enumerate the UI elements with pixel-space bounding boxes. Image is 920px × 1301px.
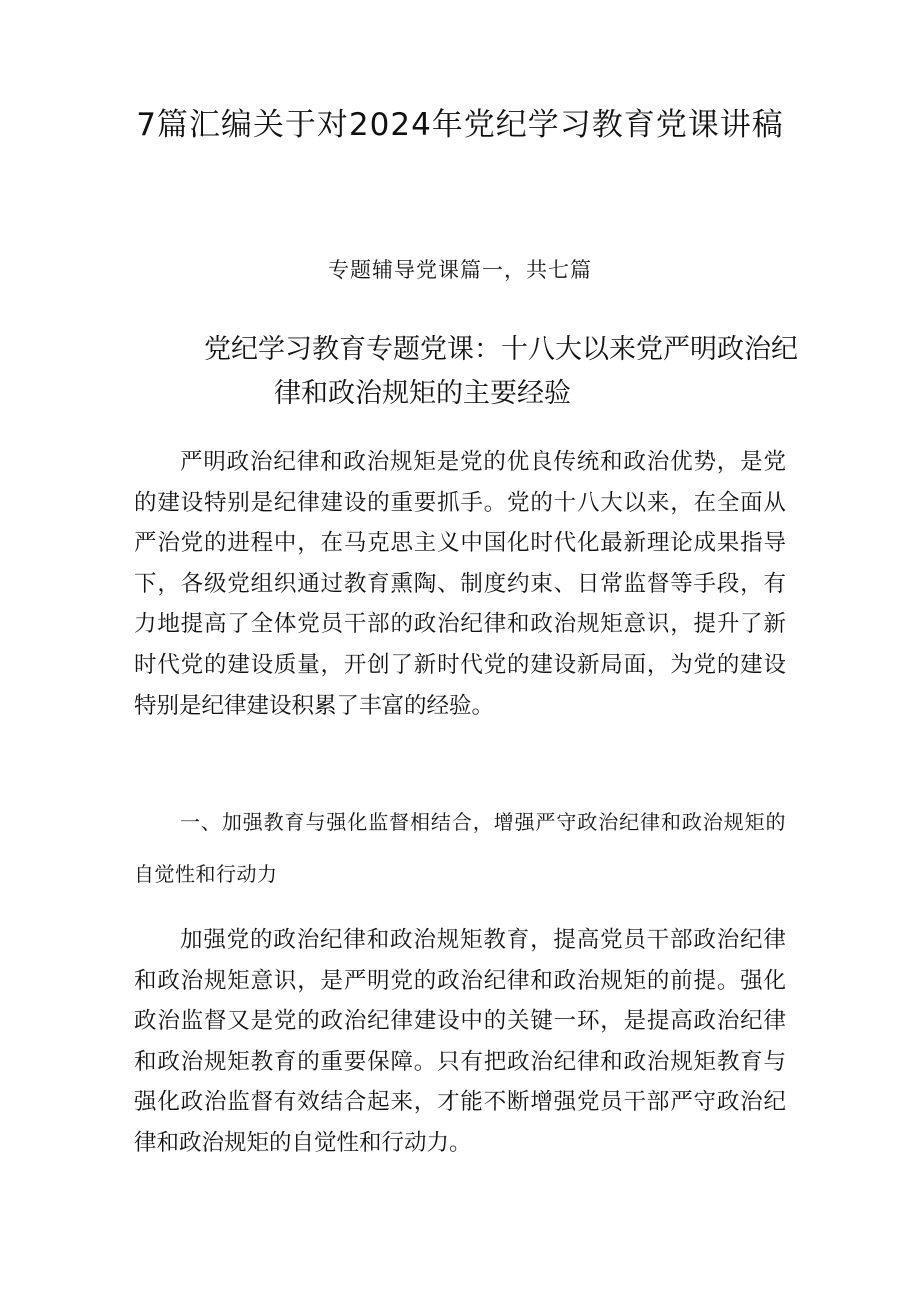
- document-subtitle: 专题辅导党课篇一，共七篇: [328, 258, 592, 282]
- document-title: 7篇汇编关于对2024年党纪学习教育党课讲稿: [136, 107, 784, 143]
- talk-title: [190, 328, 810, 416]
- section-heading-1: 一、加强教育与强化监督相结合，增强严守政治纪律和政治规矩的自觉性和行动力: [134, 810, 786, 886]
- talk-title-line-1: 党纪学习教育专题党课：十八大以来党严明政治纪: [204, 334, 798, 365]
- paragraph-section-1: 加强党的政治纪律和政治规矩教育，提高党员干部政治纪律和政治规矩意识，是严明党的政治纪律和政治规矩的前提。强化政治监督又是党的政治纪律建设中的关键一环，是提高政治纪律和政治规矩教育的重要保障。只有把政治纪律和政治规矩教育与强化政治监督有效结合起来，才能不断增强党员干部严守政治纪律和政治规矩的自觉性和行动力。: [134, 927, 786, 1156]
- talk-title-line-2: 律和政治规矩的主要经验: [274, 378, 571, 409]
- paragraph-intro: 严明政治纪律和政治规矩是党的优良传统和政治优势，是党的建设特别是纪律建设的重要抓手。党的十八大以来，在全面从严治党的进程中，在马克思主义中国化时代化最新理论成果指导下，各级党组织通过教育熏陶、制度约束、日常监督等手段，有力地提高了全体党员干部的政治纪律和政治规矩意识，提升了新时代党的建设质量，开创了新时代党的建设新局面，为党的建设特别是纪律建设积累了丰富的经验。: [134, 449, 786, 719]
